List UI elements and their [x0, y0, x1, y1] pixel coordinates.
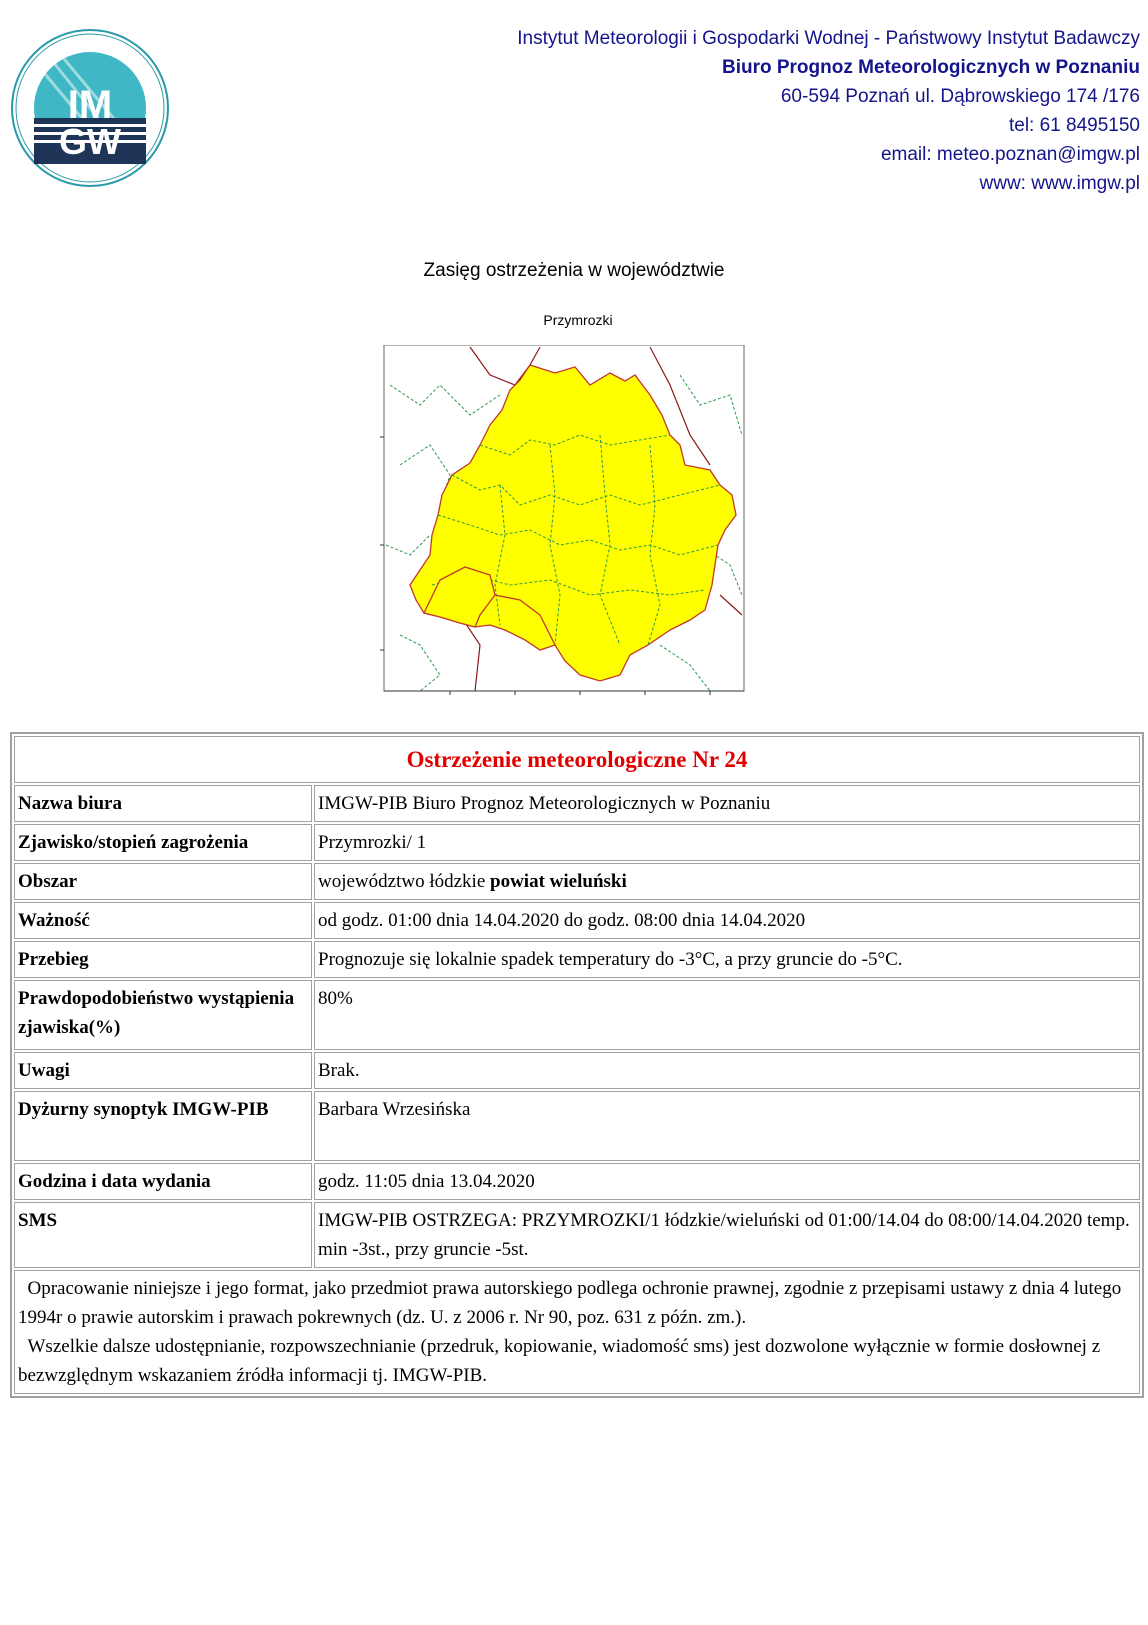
warning-table: [10, 732, 1144, 1398]
table-row: [14, 941, 1140, 978]
office-address: 60-594 Poznań ul. Dąbrowskiego 174 /176: [780, 86, 1140, 107]
svg-text:GW: GW: [59, 121, 121, 162]
row-value-remarks: Brak.: [314, 1052, 1140, 1089]
office-header: [380, 24, 1140, 198]
row-label-sms: SMS: [14, 1202, 312, 1268]
map-title: Przymrozki: [543, 312, 613, 328]
row-label-validity: Ważność: [14, 902, 312, 939]
office-www[interactable]: www: www.imgw.pl: [979, 173, 1140, 194]
table-row: [14, 785, 1140, 822]
row-value-office: IMGW-PIB Biuro Prognoz Meteorologicznych w Poznaniu: [314, 785, 1140, 822]
row-value-course: Prognozuje się lokalnie spadek temperatury do -3°C, a przy gruncie do -5°C.: [314, 941, 1140, 978]
row-label-probability: Prawdopodobieństwo wystąpienia zjawiska(%): [14, 980, 312, 1050]
table-row: [14, 980, 1140, 1050]
footer-row: [14, 1270, 1140, 1394]
row-value-sms: IMGW-PIB OSTRZEGA: PRZYMROZKI/1 łódzkie/wieluński od 01:00/14.04 do 08:00/14.04.2020 temp. min -3st., przy gruncie -5st.: [314, 1202, 1140, 1268]
table-row: [14, 902, 1140, 939]
row-label-area: Obszar: [14, 863, 312, 900]
warning-title-row: [14, 736, 1140, 783]
voivodeship-map: [380, 345, 776, 715]
table-row: [14, 863, 1140, 900]
imgw-logo: [10, 28, 170, 188]
table-row: [14, 1202, 1140, 1268]
table-row: [14, 1163, 1140, 1200]
map-caption: Zasięg ostrzeżenia w województwie: [423, 260, 725, 281]
warning-map: [380, 312, 776, 722]
row-label-forecaster: Dyżurny synoptyk IMGW-PIB: [14, 1091, 312, 1161]
row-label-course: Przebieg: [14, 941, 312, 978]
office-name: Biuro Prognoz Meteorologicznych w Poznaniu: [721, 57, 1140, 78]
row-label-issued: Godzina i data wydania: [14, 1163, 312, 1200]
row-value-probability: 80%: [314, 980, 1140, 1050]
svg-text:IM: IM: [67, 83, 113, 127]
row-label-phenomenon: Zjawisko/stopień zagrożenia: [14, 824, 312, 861]
office-phone: tel: 61 8495150: [1008, 115, 1140, 136]
row-value-issued: godz. 11:05 dnia 13.04.2020: [314, 1163, 1140, 1200]
table-row: [14, 1052, 1140, 1089]
row-value-area: [314, 863, 1140, 900]
copyright-paragraph-2: Wszelkie dalsze udostępnianie, rozpowszechnianie (przedruk, kopiowanie, wiadomość sms) jest dozwolone wyłącznie w formie dosłownej z bezwzględnym wskazaniem źródła informacji tj. IMGW-PIB.: [18, 1336, 1101, 1386]
row-label-remarks: Uwagi: [14, 1052, 312, 1089]
warning-title: Ostrzeżenie meteorologiczne Nr 24: [14, 736, 1140, 783]
area-voivodeship: województwo łódzkie: [318, 871, 486, 892]
row-value-validity: od godz. 01:00 dnia 14.04.2020 do godz. 08:00 dnia 14.04.2020: [314, 902, 1140, 939]
copyright-notice: [14, 1270, 1140, 1394]
table-row: [14, 1091, 1140, 1161]
row-value-forecaster: Barbara Wrzesińska: [314, 1091, 1140, 1161]
row-value-phenomenon: Przymrozki/ 1: [314, 824, 1140, 861]
area-county: powiat wieluński: [490, 871, 627, 892]
row-label-office: Nazwa biura: [14, 785, 312, 822]
institute-name: Instytut Meteorologii i Gospodarki Wodnej - Państwowy Instytut Badawczy: [517, 28, 1140, 49]
office-email[interactable]: email: meteo.poznan@imgw.pl: [880, 144, 1140, 165]
copyright-paragraph-1: Opracowanie niniejsze i jego format, jako przedmiot prawa autorskiego podlega ochronie prawnej, zgodnie z przepisami ustawy z dnia 4 lutego 1994r o prawie autorskim i prawach pokrewnych (dz. U. z 2006 r. Nr 90, poz. 631 z późn. zm.).: [18, 1278, 1122, 1328]
table-row: [14, 824, 1140, 861]
